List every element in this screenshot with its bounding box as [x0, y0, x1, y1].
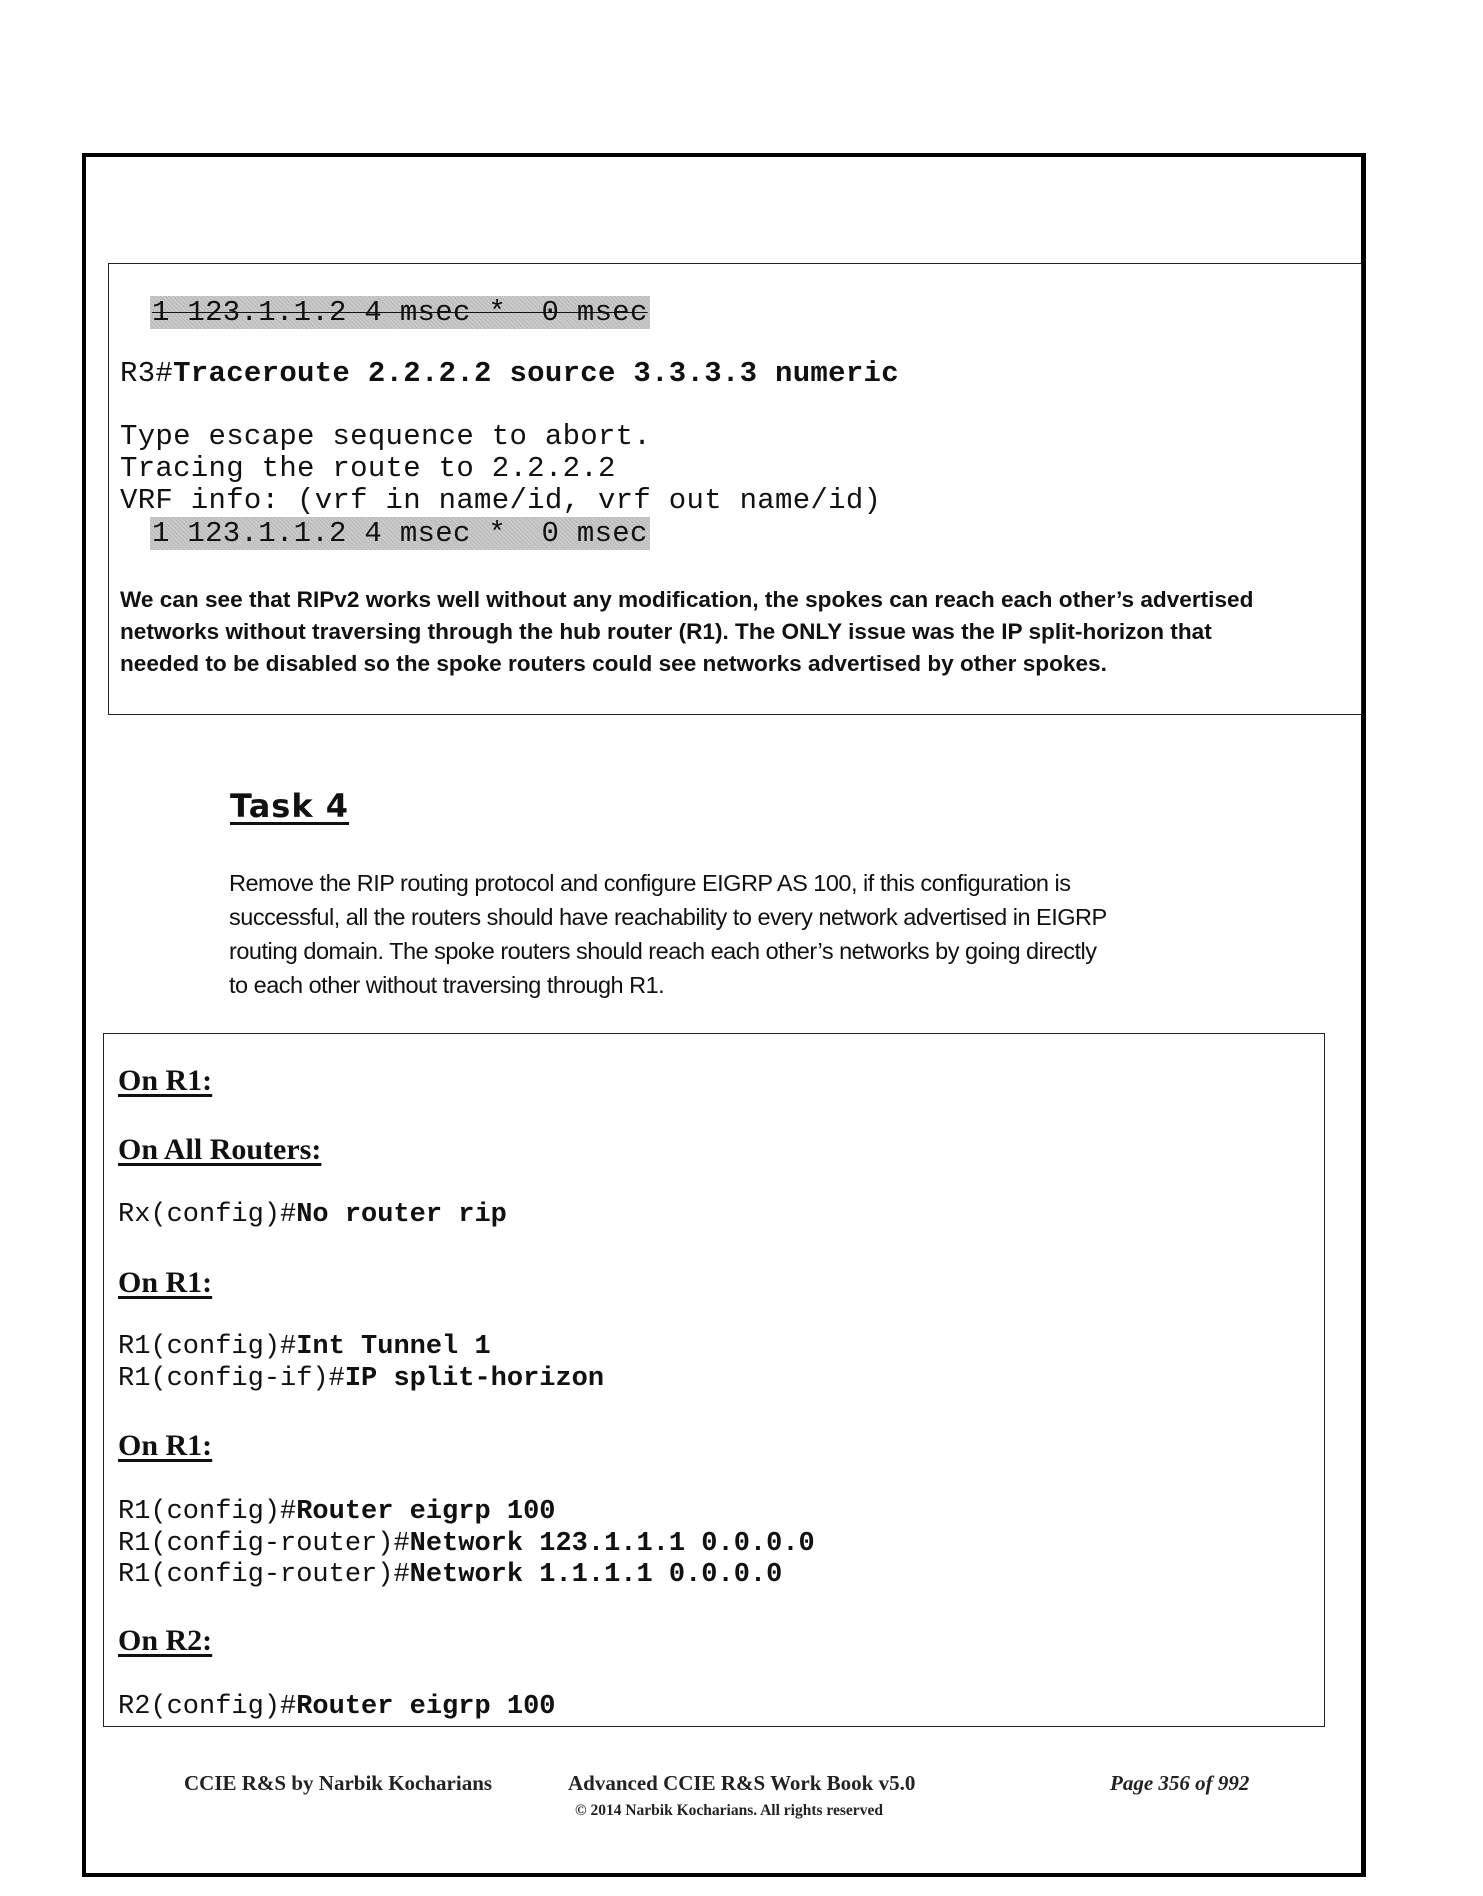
struck-hop-text: 1 123.1.1.2 4 msec * 0 msec	[152, 296, 648, 329]
task-line: successful, all the routers should have reachability to every network advertised in EIGRP	[229, 904, 1107, 930]
section-heading: On R2:	[118, 1624, 213, 1657]
struck-hop-line	[150, 296, 650, 329]
task-description	[229, 866, 1107, 1002]
hop-text: 1 123.1.1.2 4 msec * 0 msec	[152, 517, 648, 550]
explanation-line: We can see that RIPv2 works well without any modification, the spokes can reach each other’s advertised	[120, 587, 1254, 612]
cli-prompt: R3#	[120, 357, 174, 390]
cli-prompt: R1(config-router)#	[118, 1560, 410, 1590]
footer-author: CCIE R&S by Narbik Kocharians	[184, 1771, 493, 1795]
section-heading: On All Routers:	[118, 1133, 322, 1166]
config-line	[118, 1364, 604, 1394]
cli-command: Router eigrp 100	[296, 1497, 556, 1527]
cli-prompt: R1(config)#	[118, 1497, 297, 1527]
cli-prompt: R1(config-router)#	[118, 1529, 410, 1559]
config-line	[118, 1332, 491, 1362]
cli-prompt: Rx(config)#	[118, 1200, 297, 1230]
cli-command: Router eigrp 100	[296, 1692, 556, 1722]
config-line	[118, 1529, 815, 1559]
section-heading: On R1:	[118, 1266, 213, 1299]
output-line: VRF info: (vrf in name/id, vrf out name/id)	[120, 484, 882, 517]
cli-command: No router rip	[296, 1200, 507, 1230]
config-line	[118, 1560, 782, 1590]
config-line	[118, 1692, 555, 1722]
output-line: Tracing the route to 2.2.2.2	[120, 452, 616, 485]
explanation-line: networks without traversing through the hub router (R1). The ONLY issue was the IP split-horizon that	[120, 619, 1212, 644]
footer-book-title: Advanced CCIE R&S Work Book v5.0	[568, 1771, 916, 1795]
traceroute-command-line	[120, 357, 899, 390]
output-line: Type escape sequence to abort.	[120, 420, 652, 453]
task-heading: Task 4	[230, 787, 350, 825]
config-line	[118, 1200, 507, 1230]
task-line: routing domain. The spoke routers should reach each other’s networks by going directly	[229, 938, 1097, 964]
footer-page-number: Page 356 of 992	[1110, 1771, 1250, 1795]
section-heading: On R1:	[118, 1429, 213, 1462]
task-line: to each other without traversing through R1.	[229, 972, 665, 998]
cli-command: Network 123.1.1.1 0.0.0.0	[409, 1529, 815, 1559]
task-line: Remove the RIP routing protocol and configure EIGRP AS 100, if this configuration is	[229, 870, 1071, 896]
cli-prompt: R1(config-if)#	[118, 1364, 345, 1394]
cli-command: IP split-horizon	[344, 1364, 605, 1394]
cli-prompt: R2(config)#	[118, 1692, 297, 1722]
section-heading: On R1:	[118, 1064, 213, 1097]
cli-command: Traceroute 2.2.2.2 source 3.3.3.3 numeric	[173, 357, 899, 390]
config-line	[118, 1497, 555, 1527]
cli-command: Network 1.1.1.1 0.0.0.0	[409, 1560, 783, 1590]
explanation-line: needed to be disabled so the spoke routers could see networks advertised by other spokes.	[120, 651, 1107, 676]
cli-command: Int Tunnel 1	[296, 1332, 491, 1362]
footer-copyright: © 2014 Narbik Kocharians. All rights reserved	[575, 1802, 883, 1819]
hop-line	[150, 517, 650, 550]
cli-prompt: R1(config)#	[118, 1332, 297, 1362]
